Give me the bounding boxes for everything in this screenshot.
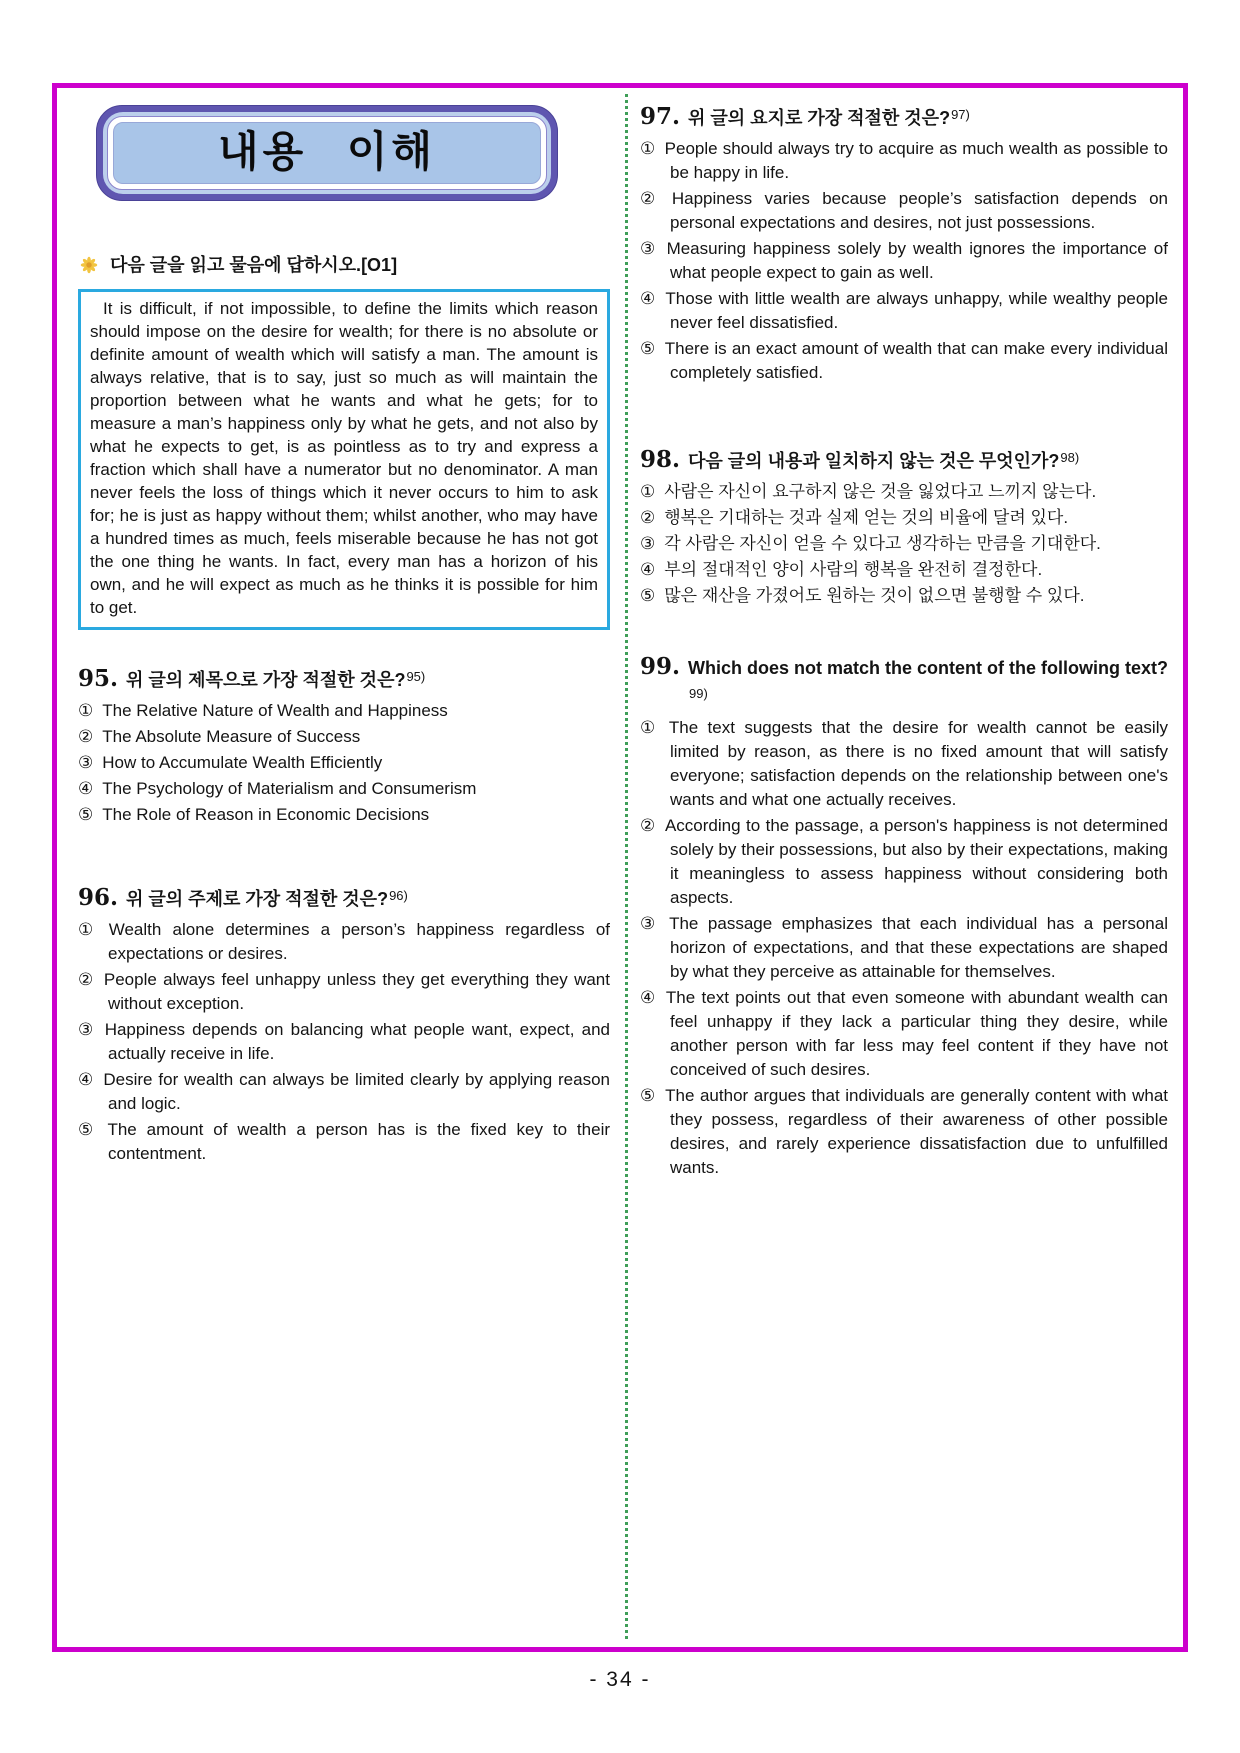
option-text: The author argues that individuals are generally content with what they possess, regardless of their awareness of other possible desires, and rarely experience dissatisfaction due to unfulfilled wants. — [665, 1086, 1168, 1177]
question-99 — [640, 654, 1168, 1180]
question-98-number: 98. — [640, 446, 681, 473]
question-95-option-3 — [78, 751, 610, 775]
question-96-option-4 — [78, 1068, 610, 1116]
option-marker: ⑤ — [78, 805, 94, 824]
passage-box — [78, 289, 610, 630]
option-marker: ③ — [640, 239, 658, 258]
question-97-stem: 위 글의 요지로 가장 적절한 것은? — [688, 108, 951, 128]
option-marker: ⑤ — [640, 339, 656, 358]
option-text: The Relative Nature of Wealth and Happiness — [102, 701, 448, 720]
option-text: 사람은 자신이 요구하지 않은 것을 잃었다고 느끼지 않는다. — [664, 482, 1097, 501]
question-99-head — [640, 654, 1168, 710]
option-text: Happiness depends on balancing what people want, expect, and actually receive in life. — [104, 1020, 610, 1063]
question-95-option-2 — [78, 725, 610, 749]
title-box-ring-inner — [107, 116, 547, 190]
option-marker: ② — [78, 727, 94, 746]
question-97-option-2 — [640, 187, 1168, 235]
option-marker: ③ — [78, 1020, 96, 1039]
question-96 — [78, 883, 610, 1166]
option-marker: ④ — [640, 289, 657, 308]
flower-icon — [80, 256, 98, 274]
option-text: Wealth alone determines a person’s happiness regardless of expectations or desires. — [108, 920, 610, 963]
question-96-number: 96. — [78, 884, 119, 911]
question-99-option-2 — [640, 814, 1168, 910]
right-column — [640, 102, 1168, 1182]
option-marker: ① — [78, 701, 94, 720]
option-text: The Role of Reason in Economic Decisions — [102, 805, 430, 824]
question-97-option-1 — [640, 137, 1168, 185]
option-marker: ② — [640, 816, 656, 835]
question-95-footnote: 95) — [406, 669, 426, 684]
option-text: The text suggests that the desire for wealth cannot be easily limited by reason, as there is no fixed amount that will satisfy everyone; satisfaction depends on the relationship between one's wants and what one actually receives. — [668, 718, 1168, 809]
page-border — [52, 83, 1188, 1652]
question-97-option-3 — [640, 237, 1168, 285]
option-text: 행복은 기대하는 것과 실제 얻는 것의 비율에 달려 있다. — [664, 508, 1069, 527]
title-box-panel — [113, 122, 541, 184]
question-95-option-1 — [78, 699, 610, 723]
option-marker: ③ — [78, 753, 94, 772]
question-98-option-3 — [640, 532, 1168, 556]
question-99-stem: Which does not match the content of the following text? — [688, 658, 1168, 678]
option-text: The passage emphasizes that each individual has a personal horizon of expectations, and that these expectations are shaped by what they perceive as attainable for themselves. — [669, 914, 1168, 981]
question-97 — [640, 102, 1168, 385]
option-marker: ① — [640, 718, 660, 737]
question-98 — [640, 445, 1168, 608]
question-95-stem: 위 글의 제목으로 가장 적절한 것은? — [126, 670, 406, 690]
question-96-option-1 — [78, 918, 610, 966]
question-99-number: 99. — [640, 653, 681, 680]
question-98-option-5 — [640, 584, 1168, 608]
option-text: There is an exact amount of wealth that can make every individual completely satisfied. — [664, 339, 1168, 382]
question-97-option-4 — [640, 287, 1168, 335]
option-marker: ② — [640, 189, 663, 208]
title-box-ring — [103, 112, 551, 194]
question-99-footnote: 99) — [689, 686, 708, 701]
title-box — [96, 105, 558, 201]
question-97-number: 97. — [640, 103, 681, 130]
question-98-option-2 — [640, 506, 1168, 530]
option-text: People should always try to acquire as much wealth as possible to be happy in life. — [664, 139, 1169, 182]
question-97-head — [640, 102, 1168, 131]
option-text: The amount of wealth a person has is the fixed key to their contentment. — [107, 1120, 611, 1163]
instruction — [80, 251, 610, 277]
option-marker: ⑤ — [640, 586, 656, 605]
question-98-option-1 — [640, 480, 1168, 504]
instruction-text: 다음 글을 읽고 물음에 답하시오.[O1] — [110, 255, 398, 275]
passage-text: It is difficult, if not impossible, to define the limits which reason should impose on the desire for wealth; for there is no absolute or definite amount of wealth which will satisfy a man. The amount is always relative, that is to say, just so much as will maintain the proportion between what he wants and what he gets; for to measure a man’s happiness only by what he gets, and not also by what he expects to get, is as pointless as to try and express a fraction which shall have a numerator but no denominator. A man never feels the loss of things which it never occurs to him to ask for; he is just as happy without them; whilst another, who may have a hundred times as much, feels miserable because he has not got the one thing he wants. In fact, every man has a horizon of his own, and he will expect as much as he thinks it is possible for him to get. — [90, 299, 598, 617]
question-97-option-5 — [640, 337, 1168, 385]
option-marker: ① — [640, 482, 656, 501]
question-96-head — [78, 883, 610, 912]
page-number: - 34 - — [589, 1668, 651, 1691]
question-98-stem: 다음 글의 내용과 일치하지 않는 것은 무엇인가? — [688, 451, 1060, 471]
question-95-number: 95. — [78, 665, 119, 692]
question-95-option-4 — [78, 777, 610, 801]
option-marker: ⑤ — [78, 1120, 99, 1139]
option-marker: ② — [640, 508, 656, 527]
question-99-option-5 — [640, 1084, 1168, 1180]
option-marker: ⑤ — [640, 1086, 657, 1105]
option-marker: ① — [640, 139, 656, 158]
question-96-option-3 — [78, 1018, 610, 1066]
option-marker: ④ — [640, 560, 656, 579]
question-99-option-3 — [640, 912, 1168, 984]
question-98-option-4 — [640, 558, 1168, 582]
option-text: 부의 절대적인 양이 사람의 행복을 완전히 결정한다. — [664, 560, 1043, 579]
option-text: Happiness varies because people’s satisfaction depends on personal expectations and desires, not just possessions. — [670, 189, 1168, 232]
page-title: 내용 이해 — [218, 128, 436, 175]
question-96-footnote: 96) — [389, 888, 408, 903]
question-99-option-1 — [640, 716, 1168, 812]
option-marker: ① — [78, 920, 100, 939]
option-marker: ④ — [78, 1070, 95, 1089]
question-98-footnote: 98) — [1060, 450, 1080, 465]
option-text: The Psychology of Materialism and Consumerism — [102, 779, 477, 798]
question-99-option-4 — [640, 986, 1168, 1082]
option-marker: ④ — [78, 779, 94, 798]
option-marker: ④ — [640, 988, 657, 1007]
column-divider — [625, 94, 628, 1639]
question-95 — [78, 664, 610, 827]
option-text: According to the passage, a person's happiness is not determined solely by their possessions, but also by their expectations, making it meaningless to assess happiness without considering both aspects. — [664, 816, 1168, 907]
option-marker: ② — [78, 970, 95, 989]
option-text: People always feel unhappy unless they get everything they want without exception. — [103, 970, 610, 1013]
question-98-head — [640, 445, 1168, 474]
option-marker: ③ — [640, 534, 656, 553]
option-marker: ③ — [640, 914, 661, 933]
option-text: How to Accumulate Wealth Efficiently — [102, 753, 383, 772]
question-95-option-5 — [78, 803, 610, 827]
option-text: The Absolute Measure of Success — [102, 727, 361, 746]
question-95-head — [78, 664, 610, 693]
question-96-option-2 — [78, 968, 610, 1016]
question-97-footnote: 97) — [951, 107, 970, 122]
left-column — [78, 100, 610, 1168]
option-text: Those with little wealth are always unhappy, while wealthy people never feel dissatisfied. — [665, 289, 1168, 332]
option-text: Desire for wealth can always be limited clearly by applying reason and logic. — [103, 1070, 610, 1113]
option-text: The text points out that even someone with abundant wealth can feel unhappy if they lack a particular thing they desire, while another person with far less may feel content if they have not conceived of such desires. — [665, 988, 1169, 1079]
question-96-option-5 — [78, 1118, 610, 1166]
option-text: 각 사람은 자신이 얻을 수 있다고 생각하는 만큼을 기대한다. — [664, 534, 1101, 553]
option-text: 많은 재산을 가졌어도 원하는 것이 없으면 불행할 수 있다. — [664, 586, 1085, 605]
option-text: Measuring happiness solely by wealth ignores the importance of what people expect to gain as well. — [666, 239, 1168, 282]
question-96-stem: 위 글의 주제로 가장 적절한 것은? — [126, 889, 389, 909]
page-content — [57, 88, 1183, 1647]
